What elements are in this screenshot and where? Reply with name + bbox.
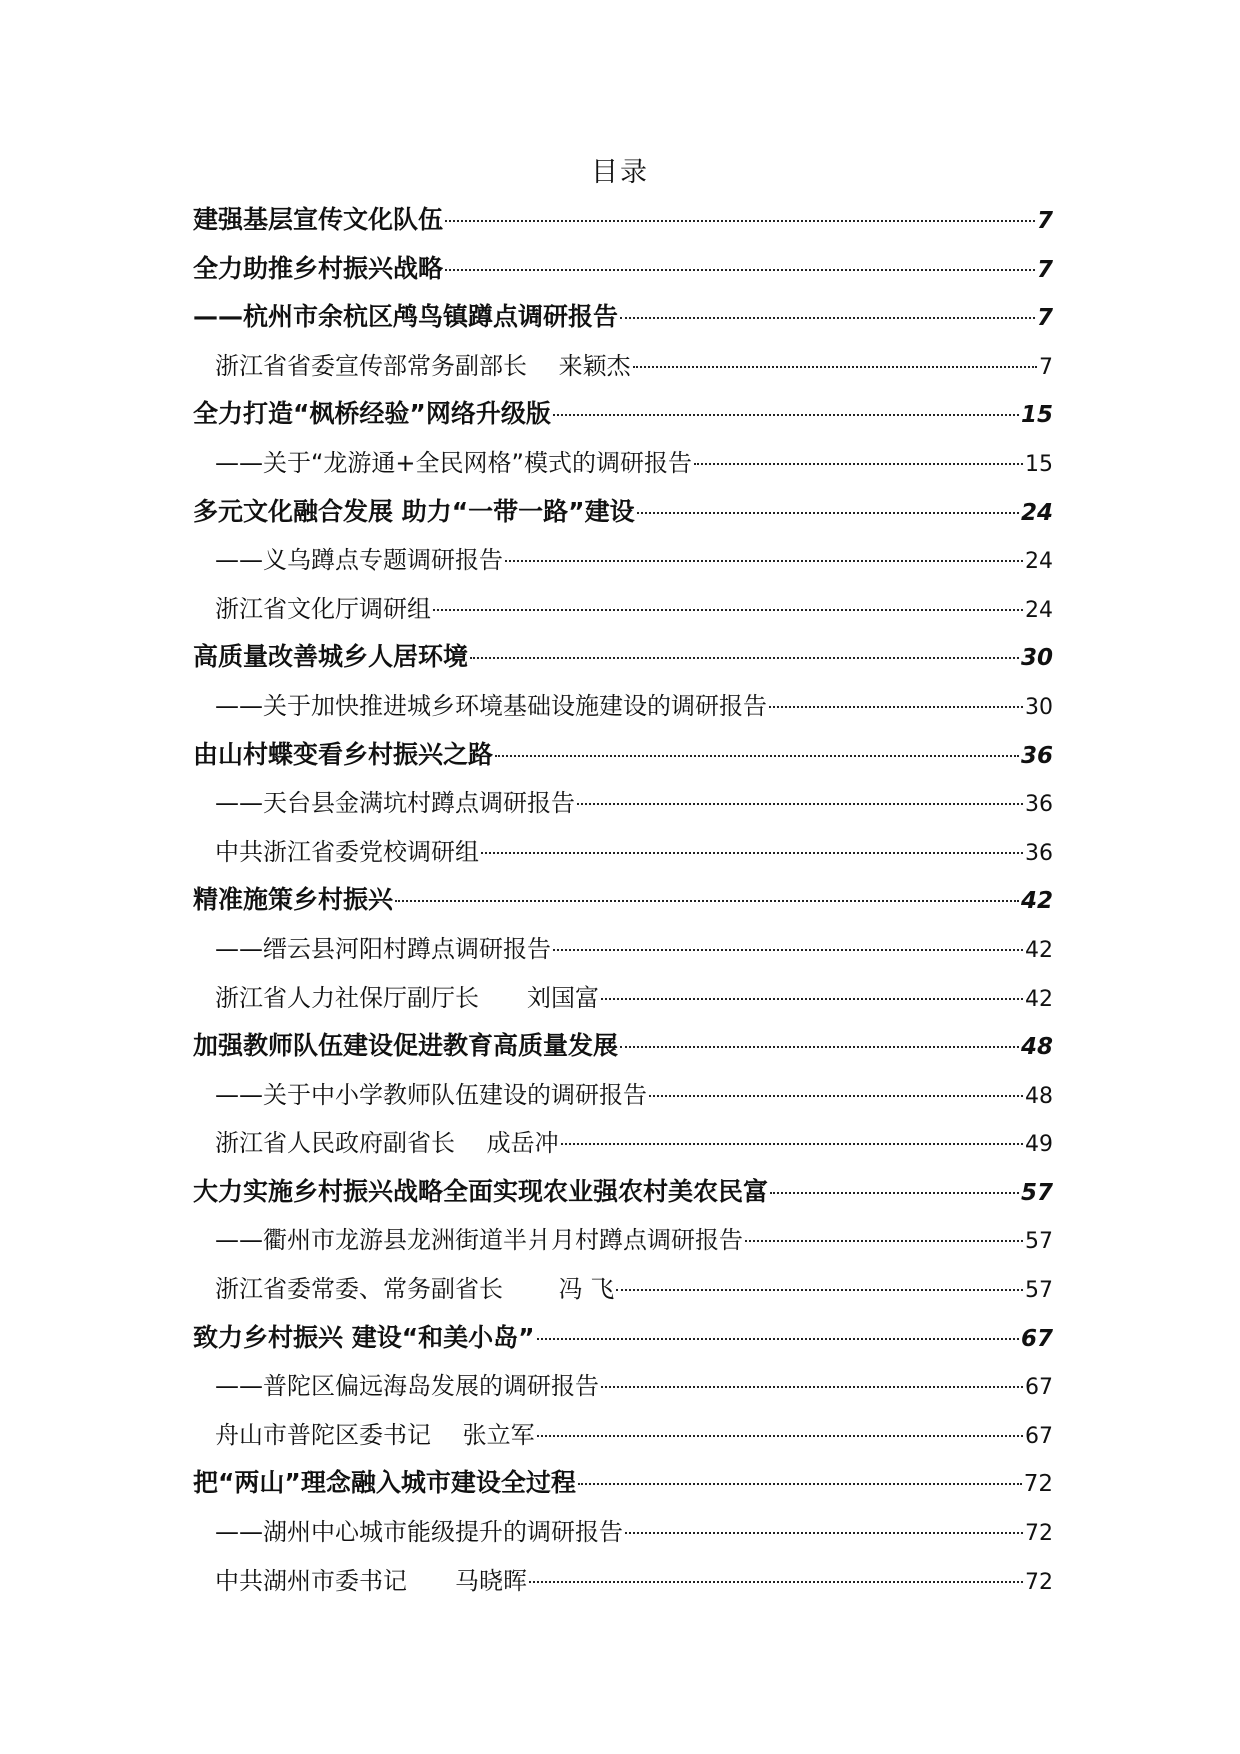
toc-page-number: 48 — [1025, 1083, 1053, 1109]
toc-page-number: 72 — [1023, 1471, 1053, 1498]
toc-page-number: 72 — [1025, 1569, 1053, 1595]
toc-entry-text: 建强基层宣传文化队伍 — [193, 205, 444, 234]
toc-page-number: 24 — [1020, 499, 1053, 526]
toc-entry-text: 把“两山”理念融入城市建设全过程 — [193, 1468, 576, 1498]
toc-page-number: 15 — [1025, 451, 1053, 477]
dot-leader — [481, 852, 1023, 854]
toc-page-number: 48 — [1020, 1034, 1053, 1061]
toc-subentry[interactable] — [193, 974, 1053, 1023]
toc-entry-text: 舟山市普陀区委书记 张立军 — [215, 1420, 535, 1449]
toc-entry-text: ——衢州市龙游县龙洲街道半爿月村蹲点调研报告 — [215, 1226, 743, 1255]
dot-leader — [601, 1386, 1023, 1388]
toc-page-number: 36 — [1020, 742, 1053, 769]
toc-heading-entry[interactable] — [193, 1022, 1053, 1071]
table-of-contents — [193, 196, 1053, 1605]
toc-page-number: 15 — [1020, 402, 1053, 429]
toc-entry-text: ——普陀区偏远海岛发展的调研报告 — [215, 1372, 599, 1401]
dot-leader — [616, 1289, 1023, 1291]
toc-subentry[interactable] — [193, 1411, 1053, 1460]
toc-subentry[interactable] — [193, 1362, 1053, 1411]
dot-leader — [537, 1435, 1023, 1437]
toc-entry-text: 致力乡村振兴 建设“和美小岛” — [193, 1322, 535, 1352]
toc-subentry[interactable] — [193, 439, 1053, 488]
toc-heading-entry[interactable] — [193, 488, 1053, 537]
toc-page-number: 67 — [1025, 1375, 1053, 1401]
toc-page-number: 24 — [1025, 549, 1053, 575]
toc-page-number: 7 — [1036, 256, 1053, 283]
toc-entry-text: ——湖州中心城市能级提升的调研报告 — [215, 1518, 623, 1547]
toc-page-number: 24 — [1025, 597, 1053, 623]
toc-subentry[interactable] — [193, 925, 1053, 974]
toc-subentry[interactable] — [193, 1119, 1053, 1168]
dot-leader — [537, 1338, 1019, 1340]
dot-leader — [433, 609, 1023, 611]
dot-leader — [561, 1143, 1023, 1145]
dot-leader — [633, 366, 1037, 368]
toc-heading-entry[interactable] — [193, 876, 1053, 925]
toc-heading-entry[interactable] — [193, 1168, 1053, 1217]
toc-subentry[interactable] — [193, 779, 1053, 828]
dot-leader — [395, 900, 1019, 902]
toc-entry-text: 中共湖州市委书记 马晓晖 — [215, 1566, 527, 1595]
toc-heading-entry[interactable] — [193, 245, 1053, 294]
dot-leader — [601, 998, 1023, 1000]
toc-page-number: 42 — [1020, 888, 1053, 915]
toc-page-number: 42 — [1025, 937, 1053, 963]
toc-subentry[interactable] — [193, 1557, 1053, 1606]
dot-leader — [470, 657, 1019, 659]
toc-entry-text: ——杭州市余杭区鸬鸟镇蹲点调研报告 — [193, 302, 619, 332]
toc-subentry[interactable] — [193, 585, 1053, 634]
toc-entry-text: 精准施策乡村振兴 — [193, 885, 394, 915]
toc-heading-entry[interactable] — [193, 1459, 1053, 1508]
toc-page-number: 57 — [1025, 1229, 1053, 1255]
dot-leader — [769, 706, 1023, 708]
dot-leader — [620, 1046, 1019, 1048]
toc-subentry[interactable] — [193, 1265, 1053, 1314]
toc-subentry[interactable] — [193, 1508, 1053, 1557]
dot-leader — [770, 1192, 1019, 1194]
dot-leader — [577, 803, 1023, 805]
toc-subentry[interactable] — [193, 536, 1053, 585]
toc-heading-entry[interactable] — [193, 633, 1053, 682]
toc-heading-entry[interactable] — [193, 1314, 1053, 1363]
dot-leader — [505, 560, 1023, 562]
toc-heading-entry[interactable] — [193, 390, 1053, 439]
dot-leader — [625, 1532, 1023, 1534]
toc-entry-text: 全力打造“枫桥经验”网络升级版 — [193, 399, 551, 429]
toc-page-number: 49 — [1025, 1132, 1053, 1158]
toc-page-number: 72 — [1025, 1521, 1053, 1547]
toc-page-number: 36 — [1025, 840, 1053, 866]
dot-leader — [553, 949, 1023, 951]
toc-entry-text: ——关于加快推进城乡环境基础设施建设的调研报告 — [215, 691, 767, 720]
toc-entry-text: ——义乌蹲点专题调研报告 — [215, 546, 503, 575]
toc-heading-entry[interactable] — [193, 731, 1053, 780]
toc-page-number: 42 — [1025, 986, 1053, 1012]
dot-leader — [694, 463, 1023, 465]
toc-page-number: 30 — [1025, 694, 1053, 720]
toc-entry-text: 大力实施乡村振兴战略全面实现农业强农村美农民富 — [193, 1176, 769, 1206]
dot-leader — [445, 220, 1035, 222]
toc-page-number: 36 — [1025, 792, 1053, 818]
toc-entry-text: 由山村蝶变看乡村振兴之路 — [193, 739, 494, 769]
toc-page-number: 30 — [1020, 645, 1053, 672]
toc-entry-text: 多元文化融合发展 助力“一带一路”建设 — [193, 496, 635, 526]
toc-page-number: 57 — [1025, 1278, 1053, 1304]
toc-heading-entry[interactable] — [193, 293, 1053, 342]
dot-leader — [553, 414, 1019, 416]
toc-entry-text: 浙江省人力社保厅副厅长 刘国富 — [215, 983, 599, 1012]
toc-title: 目录 — [591, 157, 649, 188]
toc-entry-text: ——天台县金满坑村蹲点调研报告 — [215, 789, 575, 818]
toc-subentry[interactable] — [193, 1216, 1053, 1265]
toc-entry-text: 浙江省委常委、常务副省长 冯 飞 — [215, 1275, 615, 1304]
toc-page-number: 7 — [1036, 208, 1053, 234]
dot-leader — [578, 1483, 1022, 1485]
dot-leader — [620, 317, 1035, 319]
toc-heading-entry[interactable] — [193, 196, 1053, 245]
dot-leader — [745, 1240, 1023, 1242]
toc-entry-text: ——关于中小学教师队伍建设的调研报告 — [215, 1080, 647, 1109]
toc-subentry[interactable] — [193, 1071, 1053, 1120]
toc-subentry[interactable] — [193, 342, 1053, 391]
dot-leader — [445, 269, 1035, 271]
toc-entry-text: ——关于“龙游通+全民网格”模式的调研报告 — [215, 448, 692, 477]
toc-entry-text: 浙江省文化厅调研组 — [215, 594, 431, 623]
dot-leader — [495, 755, 1019, 757]
dot-leader — [529, 1581, 1023, 1583]
toc-entry-text: 浙江省人民政府副省长 成岳冲 — [215, 1129, 559, 1158]
toc-entry-text: 全力助推乡村振兴战略 — [193, 253, 444, 283]
toc-page-number: 57 — [1020, 1179, 1053, 1206]
toc-page-number: 67 — [1025, 1423, 1053, 1449]
dot-leader — [637, 512, 1019, 514]
toc-entry-text: 高质量改善城乡人居环境 — [193, 642, 469, 672]
toc-page-number: 7 — [1036, 305, 1053, 332]
dot-leader — [649, 1095, 1023, 1097]
toc-subentry[interactable] — [193, 682, 1053, 731]
toc-page-number: 67 — [1020, 1325, 1053, 1352]
toc-entry-text: 浙江省省委宣传部常务副部长 来颖杰 — [215, 351, 631, 380]
toc-page-number: 7 — [1039, 354, 1053, 380]
toc-subentry[interactable] — [193, 828, 1053, 877]
toc-entry-text: 加强教师队伍建设促进教育高质量发展 — [193, 1031, 619, 1061]
toc-entry-text: ——缙云县河阳村蹲点调研报告 — [215, 934, 551, 963]
toc-entry-text: 中共浙江省委党校调研组 — [215, 837, 479, 866]
